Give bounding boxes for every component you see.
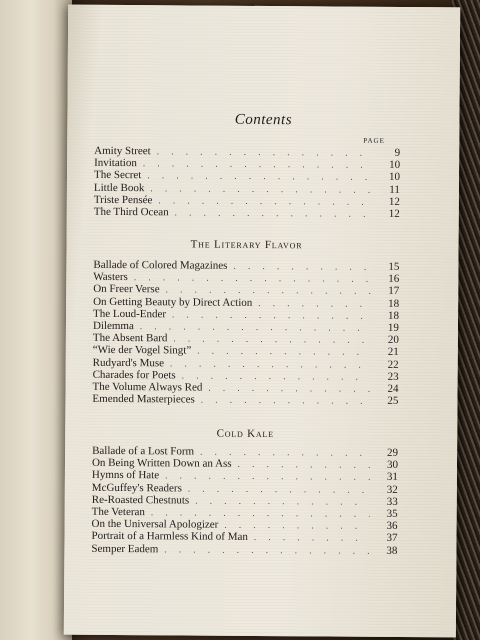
toc-entry-page: 10 [389,159,401,172]
toc-entry-title: Semper Eadem [91,542,159,555]
toc-entry-page: 30 [386,459,399,472]
toc-list [91,445,398,557]
toc-entry-title: The Veteran [91,505,145,519]
toc-entry-page: 17 [388,285,400,298]
toc-entry-title: Little Book [93,181,145,194]
dot-leader [224,519,369,532]
toc-entry-title: The Loud-Ender [93,307,167,321]
toc-entry-title: On Freer Verse [93,283,160,296]
toc-entry-page: 32 [386,483,398,496]
toc-entry-title: On Getting Beauty by Direct Action [93,295,253,309]
toc-entry-page: 33 [386,495,398,508]
dot-leader [254,531,370,544]
toc-entry-page: 25 [387,394,399,408]
toc-entry-title: Portrait of a Harmless Kind of Man [91,530,248,544]
dot-leader [258,297,371,310]
toc-entry-title: Ballade of Colored Magazines [93,258,228,272]
toc-entry-page: 10 [388,171,401,184]
toc-entry-page: 18 [388,297,400,310]
toc-section-3 [91,427,399,557]
toc-entry-title: The Third Ocean [93,205,169,219]
toc-entry-page: 36 [386,519,398,533]
toc-entry-page: 11 [389,183,400,196]
toc-entry-title: “Wie der Vogel Singt” [92,344,192,357]
toc-entry [94,206,400,220]
toc-entry-title: Emended Masterpieces [92,392,195,406]
toc-entry-page: 16 [388,273,400,286]
toc-entry-page: 20 [387,334,399,347]
toc-entry-page: 12 [388,207,400,220]
toc-entry-page: 12 [388,195,400,208]
toc-entry-page: 21 [387,346,399,359]
section-heading: The Literary Flavor [190,238,303,252]
toc-entry-title: The Secret [93,169,142,182]
page-column-label: PAGE [363,136,385,145]
toc-entry-page: 35 [386,507,398,520]
toc-entry-page: 31 [386,471,398,484]
contents-page [64,5,460,638]
toc-entry [92,393,398,407]
toc-list [94,145,401,220]
toc-entry [93,308,399,322]
toc-entry-title: The Absent Bard [92,331,168,345]
toc-entry-page: 29 [387,446,399,459]
dot-leader [208,382,370,395]
toc-entry-page: 24 [387,382,399,395]
toc-entry-title: On Being Written Down an Ass [91,457,232,470]
toc-entry-title: Amity Street [94,144,151,158]
toc-entry-title: Invitation [94,157,137,170]
toc-entry-title: Dilemma [92,319,134,333]
dot-leader [233,260,371,273]
previous-page [0,0,72,640]
toc-section-1 [93,144,401,220]
toc-entry-page: 18 [387,309,400,322]
toc-entry [94,145,400,159]
dot-leader [175,206,372,220]
toc-entry-page: 38 [386,544,398,557]
toc-entry-page: 15 [388,260,400,273]
toc-entry-title: Hymns of Hate [91,469,160,482]
toc-entry-page: 19 [387,321,399,334]
dot-leader [164,543,369,557]
toc-entry-title: On the Universal Apologizer [91,517,219,531]
toc-entry-title: Rudyard's Muse [92,356,165,369]
dot-leader [201,394,371,407]
toc-entry-title: McGuffey's Readers [91,481,182,495]
dot-leader [238,458,370,471]
toc-section-2 [92,238,400,408]
toc-entry-title: Re-Roasted Chestnuts [91,493,190,507]
toc-entry-title: Charades for Poets [92,368,176,382]
toc-entry-title: The Volume Always Red [92,380,203,394]
toc-entry-page: 37 [386,532,398,545]
contents-title: Contents [234,111,293,129]
toc-entry-title: Triste Pensée [93,193,153,206]
toc-entry-page: 23 [387,370,399,383]
toc-entry [91,542,397,556]
toc-entry-page: 9 [394,146,401,159]
toc-entry-title: Wasters [93,271,128,284]
toc-entry-title: Ballade of a Lost Form [92,444,195,458]
section-heading: Cold Kale [216,427,274,441]
toc-list [92,259,399,407]
toc-entry-page: 22 [387,358,399,371]
